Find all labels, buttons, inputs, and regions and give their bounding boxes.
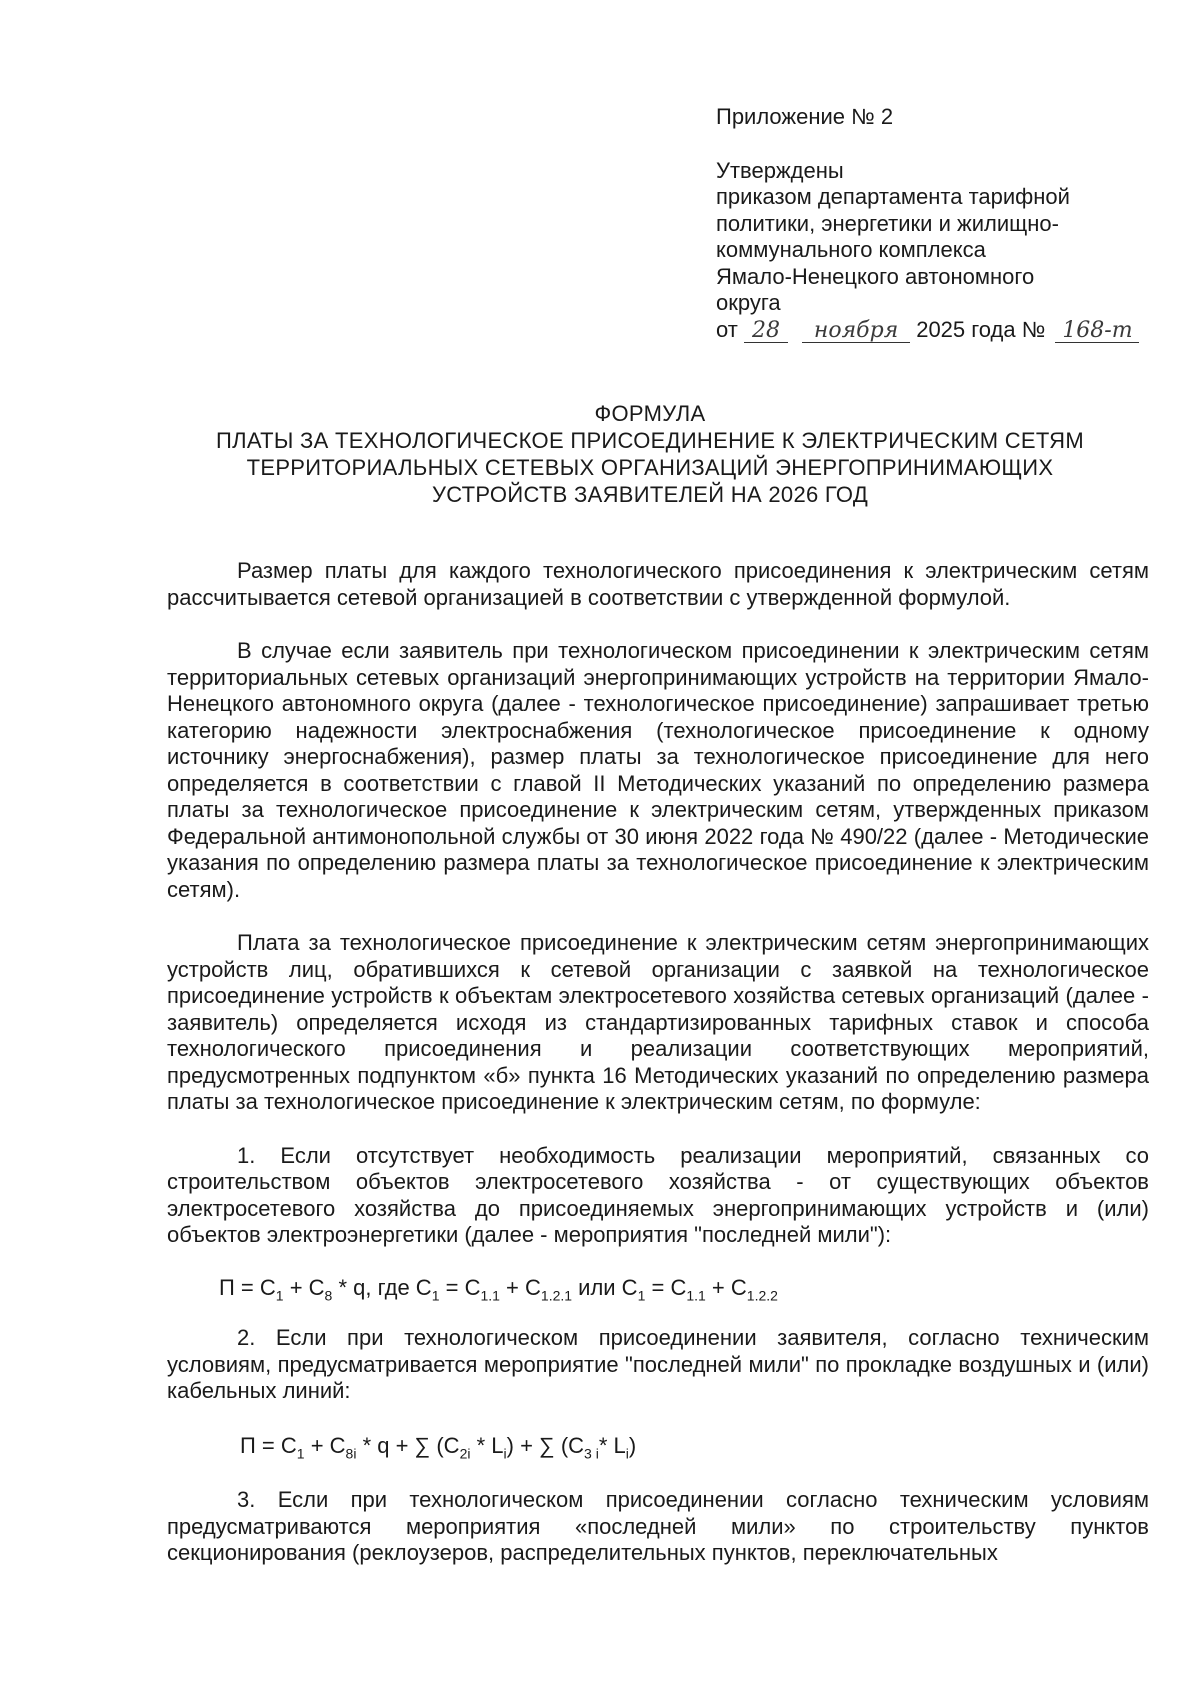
title-line: УСТРОЙСТВ ЗАЯВИТЕЛЕЙ НА 2026 ГОД [431,482,869,507]
order-line: приказом департамента тарифной [716,184,1070,209]
formula-text: = С [439,1274,481,1300]
formula-text: + С [283,1274,325,1300]
subscript: 1 [637,1286,646,1303]
formula-text: + С [705,1274,747,1300]
formula-text: * q, где С [332,1274,432,1300]
subscript: 1.1 [480,1286,500,1303]
paragraph: Размер платы для каждого технологического присоединения к электрическим сетям рассчитывается сетевой организацией в соответствии с утвержденной формулой. [167,558,1149,610]
title-line: ФОРМУЛА [594,401,706,426]
subscript: i [503,1444,507,1461]
approval-block [716,104,1176,343]
subscript: 1 [296,1444,305,1461]
subscript: 3 i [584,1444,599,1461]
subscript: 1 [431,1286,440,1303]
document-title [150,400,1150,508]
formula-text: * L [470,1432,504,1458]
order-line: коммунального комплекса [716,237,986,262]
subscript: 1.1 [686,1286,706,1303]
order-date-line [716,317,1176,344]
formula-text: П = С [219,1274,276,1300]
title-line: ПЛАТЫ ЗА ТЕХНОЛОГИЧЕСКОЕ ПРИСОЕДИНЕНИЕ К ЭЛЕКТРИЧЕСКИМ СЕТЯМ [216,428,1084,453]
approved-label: Утверждены [716,157,844,183]
paragraph: 3. Если при технологическом присоединении согласно техническим условиям предусматриваются мероприятия «последней мили» по строительству пунктов секционирования (реклоузеров, распределительных пунктов, переключательных [167,1487,1149,1565]
paragraph: 2. Если при технологическом присоединении заявителя, согласно техническим условиям, предусматривается мероприятие "последней мили" по прокладке воздушных и (или) кабельных линий: [167,1325,1149,1403]
appendix-label: Приложение № 2 [716,104,894,129]
subscript: 1 [275,1286,284,1303]
subscript: 2i [459,1444,471,1461]
subscript: 8 [324,1286,333,1303]
formula-1 [219,1275,1149,1302]
document-body [167,558,1149,1567]
paragraph: 1. Если отсутствует необходимость реализации мероприятий, связанных со строительством объектов электросетевого хозяйства - от существующих объектов электросетевого хозяйства до присоединяемых энергопринимающих устройств и (или) объектов электроэнергетики (далее - мероприятия "последней мили"): [167,1142,1149,1247]
paragraph: Плата за технологическое присоединение к электрическим сетям энергопринимающих устройств лиц, обратившихся к сетевой организации с заявкой на технологическое присоединение устройств к объектам электросетевого хозяйства сетевых организаций (далее - заявитель) определяется исходя из стандартизированных тарифных ставок и способа технологического присоединения и реализации соответствующих мероприятий, предусмотренных подпунктом «б» пункта 16 Методических указаний по определению размера платы за технологическое присоединение к электрическим сетям, по формуле: [167,930,1149,1114]
order-line: Ямало-Ненецкого автономного [716,263,1035,289]
formula-text: + С [304,1432,346,1458]
formula-text: * q + ∑ (С [356,1432,460,1458]
handwritten-order-number: 168-т [1055,320,1139,343]
year-label: 2025 года № [916,316,1046,342]
subscript: 8i [345,1444,357,1461]
subscript: i [625,1444,629,1461]
formula-text: + С [499,1274,541,1300]
from-label: от [716,316,738,342]
formula-text: = С [645,1274,687,1300]
order-line: округа [716,290,781,315]
formula-text: * L [598,1432,626,1458]
subscript: 1.2.2 [746,1286,778,1303]
handwritten-month: ноября [802,320,910,343]
formula-text: П = С [240,1432,297,1458]
formula-text: ) [628,1432,637,1458]
title-line: ТЕРРИТОРИАЛЬНЫХ СЕТЕВЫХ ОРГАНИЗАЦИЙ ЭНЕРГОПРИНИМАЮЩИХ [246,455,1054,480]
formula-text: или С [572,1274,638,1300]
handwritten-day: 28 [744,320,788,343]
formula-text: ) + ∑ (С [506,1432,585,1458]
paragraph: В случае если заявитель при технологическом присоединении к электрическим сетям территориальных сетевых организаций энергопринимающих устройств на территории Ямало-Ненецкого автономного округа (далее - технологическое присоединение) запрашивает третью категорию надежности электроснабжения (технологическое присоединение к одному источнику энергоснабжения), размер платы за технологическое присоединение для него определяется в соответствии с главой II Методических указаний по определению размера платы за технологическое присоединение к электрическим сетям, утвержденных приказом Федеральной антимонопольной службы от 30 июня 2022 года № 490/22 (далее - Методические указания по определению размера платы за технологическое присоединение к электрическим сетям). [167,638,1149,902]
formula-2 [240,1433,1149,1460]
subscript: 1.2.1 [540,1286,573,1303]
order-line: политики, энергетики и жилищно- [716,210,1059,236]
